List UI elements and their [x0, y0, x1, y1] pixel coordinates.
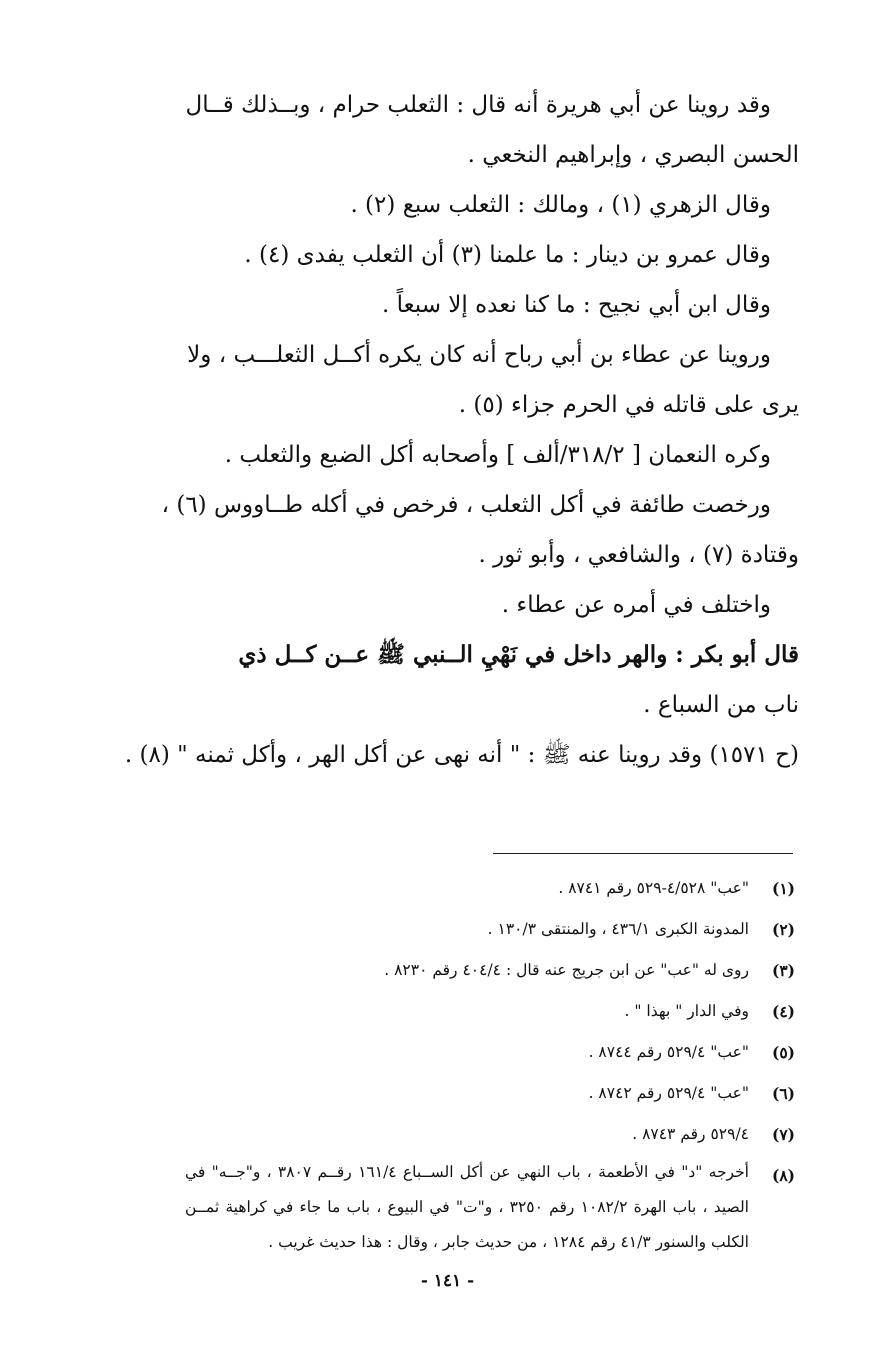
- footnote-text: روى له "عب" عن ابن جريج عنه قال : ٤٠٤/٤ رقم ٨٢٣٠ .: [384, 961, 749, 979]
- text-line: واختلف في أمره عن عطاء .: [501, 592, 771, 618]
- footnote-number: (٦): [771, 1084, 795, 1103]
- text-line: وقتادة (٧) ، والشافعي ، وأبو ثور .: [478, 542, 799, 568]
- footnote: [185, 1073, 795, 1114]
- footnote-number: (٥): [771, 1043, 795, 1062]
- text-line: (ح ١٥٧١) وقد روينا عنه ﷺ : " أنه نهى عن أكل الهر ، وأكل ثمنه " (٨) .: [124, 742, 799, 768]
- footnotes: [185, 868, 795, 1260]
- footnote: [185, 991, 795, 1032]
- footnote-text: ٥٢٩/٤ رقم ٨٧٤٣ .: [632, 1125, 749, 1143]
- text-line: وروينا عن عطاء بن أبي رباح أنه كان يكره أكــل الثعلـــب ، ولا: [187, 342, 771, 368]
- text-line: وقال عمرو بن دينار : ما علمنا (٣) أن الثعلب يفدى (٤) .: [244, 242, 771, 268]
- footnote: [185, 1114, 795, 1155]
- footnote-number: (١): [771, 879, 795, 898]
- text-line: الحسن البصري ، وإبراهيم النخعي .: [467, 142, 799, 168]
- footnote: [185, 950, 795, 991]
- footnote: [185, 868, 795, 909]
- text-line: ورخصت طائفة في أكل الثعلب ، فرخص في أكله طــاووس (٦) ،: [161, 492, 771, 518]
- text-line: قال أبو بكر : والهر داخل في نَهْيِ الــنبي ﷺ عــن كــل ذي: [238, 641, 799, 668]
- text-line: وقال الزهري (١) ، ومالك : الثعلب سبع (٢) .: [350, 192, 771, 218]
- text-line: يرى على قاتله في الحرم جزاء (٥) .: [458, 392, 799, 418]
- footnote-number: (٤): [771, 1002, 795, 1021]
- footnote-text: "عب" ٥٢٩/٤ رقم ٨٧٤٤ .: [588, 1043, 749, 1061]
- footnote-number: (٨): [771, 1166, 795, 1185]
- footnote-number: (٣): [771, 961, 795, 980]
- text-line: ناب من السباع .: [643, 692, 799, 718]
- footnote-text: "عب" ٤/٥٢٨-٥٢٩ رقم ٨٧٤١ .: [558, 879, 749, 897]
- footnote: [185, 1155, 795, 1260]
- footnote-text: أخرجه "د" في الأطعمة ، باب النهي عن أكل الســباع ١٦١/٤ رقــم ٣٨٠٧ ، و"جــه" في الصيد ، باب الهرة ١٠٨٢/٢ رقم ٣٢٥٠ ، و"ت" في البيوع ، باب ما جاء في كراهية ثمــن الكلب والسنور ٤١/٣ رقم ١٢٨٤ ، من حديث جابر ، وقال : هذا حديث غريب .: [185, 1163, 749, 1251]
- footnote-text: "عب" ٥٢٩/٤ رقم ٨٧٤٢ .: [588, 1084, 749, 1102]
- text-line: وقد روينا عن أبي هريرة أنه قال : الثعلب حرام ، وبــذلك قــال: [185, 92, 771, 118]
- footnote-text: وفي الدار " بهذا " .: [624, 1002, 749, 1020]
- text-line: وقال ابن أبي نجيح : ما كنا نعده إلا سبعاً .: [382, 292, 771, 318]
- footnote: [185, 1032, 795, 1073]
- footnote: [185, 909, 795, 950]
- footnote-number: (٧): [771, 1125, 795, 1144]
- footnote-divider: [493, 853, 793, 854]
- footnote-text: المدونة الكبرى ٤٣٦/١ ، والمنتقى ١٣٠/٣ .: [487, 920, 749, 938]
- main-text: [124, 80, 799, 780]
- page-number: - ١٤١ -: [420, 1271, 475, 1291]
- text-line: وكره النعمان [ ٣١٨/٢/ألف ] وأصحابه أكل الضبع والثعلب .: [224, 442, 771, 468]
- footnote-number: (٢): [771, 920, 795, 939]
